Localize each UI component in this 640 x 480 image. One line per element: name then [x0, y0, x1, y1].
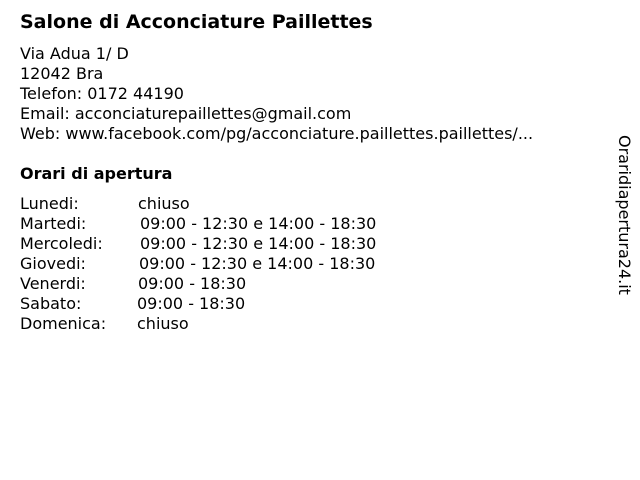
- time-value: 09:00 - 12:30 e 14:00 - 18:30: [139, 254, 376, 273]
- web-line: Web: www.facebook.com/pg/acconciature.paillettes.paillettes/...: [20, 124, 534, 143]
- hours-row-wednesday: [20, 234, 440, 254]
- day-label: Venerdi:: [20, 274, 86, 293]
- day-label: Sabato:: [20, 294, 82, 313]
- hours-row-sunday: [20, 314, 440, 334]
- hours-row-monday: [20, 194, 440, 214]
- day-label: Martedi:: [20, 214, 87, 233]
- day-label: Mercoledi:: [20, 234, 103, 253]
- time-value: 09:00 - 12:30 e 14:00 - 18:30: [140, 214, 377, 233]
- day-label: Giovedi:: [20, 254, 86, 273]
- opening-hours-heading: Orari di apertura: [20, 164, 173, 183]
- email-line: Email: acconciaturepaillettes@gmail.com: [20, 104, 352, 123]
- business-name: Salone di Acconciature Paillettes: [20, 11, 373, 33]
- time-value: chiuso: [137, 314, 189, 333]
- time-value: 09:00 - 18:30: [137, 294, 246, 313]
- time-value: 09:00 - 12:30 e 14:00 - 18:30: [140, 234, 377, 253]
- hours-row-tuesday: [20, 214, 440, 234]
- site-watermark: Oraridiapertura24.it: [615, 135, 634, 295]
- day-label: Lunedi:: [20, 194, 79, 213]
- day-label: Domenica:: [20, 314, 107, 333]
- opening-hours-table: [20, 194, 440, 334]
- hours-row-saturday: [20, 294, 440, 314]
- time-value: 09:00 - 18:30: [138, 274, 247, 293]
- address-block: [20, 44, 533, 144]
- city-line: 12042 Bra: [20, 64, 104, 83]
- street-line: Via Adua 1/ D: [20, 44, 129, 63]
- time-value: chiuso: [138, 194, 190, 213]
- phone-line: Telefon: 0172 44190: [20, 84, 184, 103]
- hours-row-thursday: [20, 254, 440, 274]
- hours-row-friday: [20, 274, 440, 294]
